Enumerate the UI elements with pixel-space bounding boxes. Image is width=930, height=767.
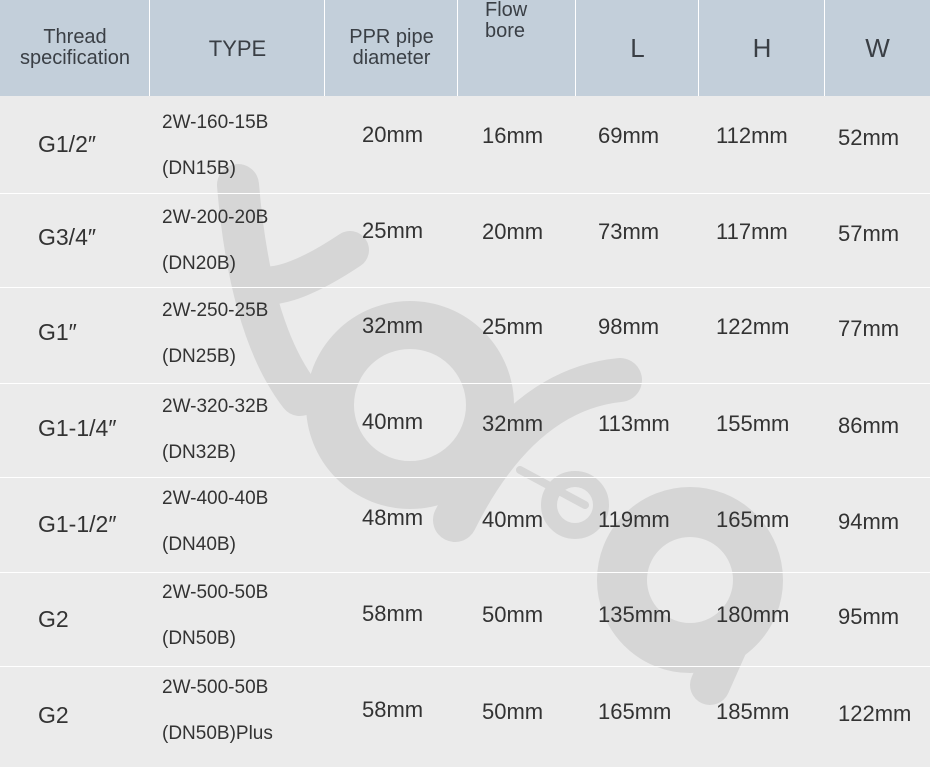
cell-ppr: 20mm (362, 122, 424, 147)
header-w: W (865, 32, 890, 63)
header-ppr-pipe-diameter: PPR pipe diameter (349, 26, 434, 69)
cell-h: 112mm (716, 123, 788, 148)
header-divider (149, 0, 150, 96)
header-h: H (752, 32, 772, 63)
cell-w: 52mm (838, 125, 900, 150)
header-type: TYPE (208, 35, 267, 61)
cell-h: 180mm (716, 602, 790, 627)
cell-thread: G3/4″ (38, 223, 97, 250)
cell-ppr: 48mm (362, 505, 424, 530)
cell-flow: 40mm (482, 507, 544, 532)
cell-ppr: 25mm (362, 218, 424, 243)
cell-l: 135mm (598, 602, 672, 627)
header-divider (324, 0, 325, 96)
cell-h: 117mm (716, 219, 788, 244)
cell-w: 95mm (838, 604, 900, 629)
cell-l: 119mm (598, 507, 670, 532)
cell-type: 2W-500-50B (DN50B) (162, 582, 269, 649)
cell-w: 86mm (838, 413, 900, 438)
cell-l: 73mm (598, 219, 660, 244)
table-row (0, 478, 930, 573)
cell-l: 69mm (598, 123, 660, 148)
cell-h: 185mm (716, 699, 790, 724)
cell-thread: G2 (38, 701, 69, 728)
cell-flow: 16mm (482, 123, 544, 148)
table-row (0, 97, 930, 192)
table-row (0, 193, 930, 288)
cell-ppr: 32mm (362, 313, 424, 338)
header-divider (698, 0, 699, 96)
cell-thread: G1/2″ (38, 131, 97, 157)
cell-w: 77mm (838, 316, 900, 341)
cell-w: 94mm (838, 509, 900, 534)
header-divider (457, 0, 458, 96)
table-row (0, 384, 930, 479)
header-thread-specification: Thread specification (19, 26, 131, 69)
cell-h: 155mm (716, 411, 790, 436)
cell-flow: 50mm (482, 699, 544, 724)
cell-type: 2W-400-40B (DN40B) (162, 488, 269, 555)
cell-type: 2W-500-50B (DN50B)Plus (162, 677, 273, 744)
table-row (0, 667, 930, 762)
table-header (0, 0, 930, 96)
cell-type: 2W-200-20B (DN20B) (162, 207, 269, 274)
header-divider (824, 0, 825, 96)
cell-thread: G2 (38, 605, 69, 632)
cell-l: 113mm (598, 411, 670, 436)
cell-thread: G1″ (38, 318, 77, 345)
cell-flow: 32mm (482, 411, 544, 436)
cell-flow: 50mm (482, 602, 544, 627)
header-divider (575, 0, 576, 96)
table-row (0, 573, 930, 668)
cell-thread: G1-1/2″ (38, 510, 117, 537)
cell-h: 165mm (716, 507, 790, 532)
cell-w: 57mm (838, 221, 900, 246)
cell-flow: 20mm (482, 219, 544, 244)
cell-w: 122mm (838, 701, 912, 726)
cell-h: 122mm (716, 314, 790, 339)
cell-ppr: 58mm (362, 601, 424, 626)
cell-ppr: 58mm (362, 697, 424, 722)
cell-flow: 25mm (482, 314, 544, 339)
cell-l: 98mm (598, 314, 660, 339)
cell-thread: G1-1/4″ (38, 414, 117, 441)
cell-l: 165mm (598, 699, 672, 724)
header-flow-bore: Flow bore (485, 0, 528, 42)
cell-type: 2W-160-15B (DN15B) (162, 112, 269, 179)
header-l: L (630, 32, 645, 63)
cell-type: 2W-250-25B (DN25B) (162, 300, 269, 367)
table-row (0, 288, 930, 383)
cell-type: 2W-320-32B (DN32B) (162, 396, 269, 463)
cell-ppr: 40mm (362, 409, 424, 434)
